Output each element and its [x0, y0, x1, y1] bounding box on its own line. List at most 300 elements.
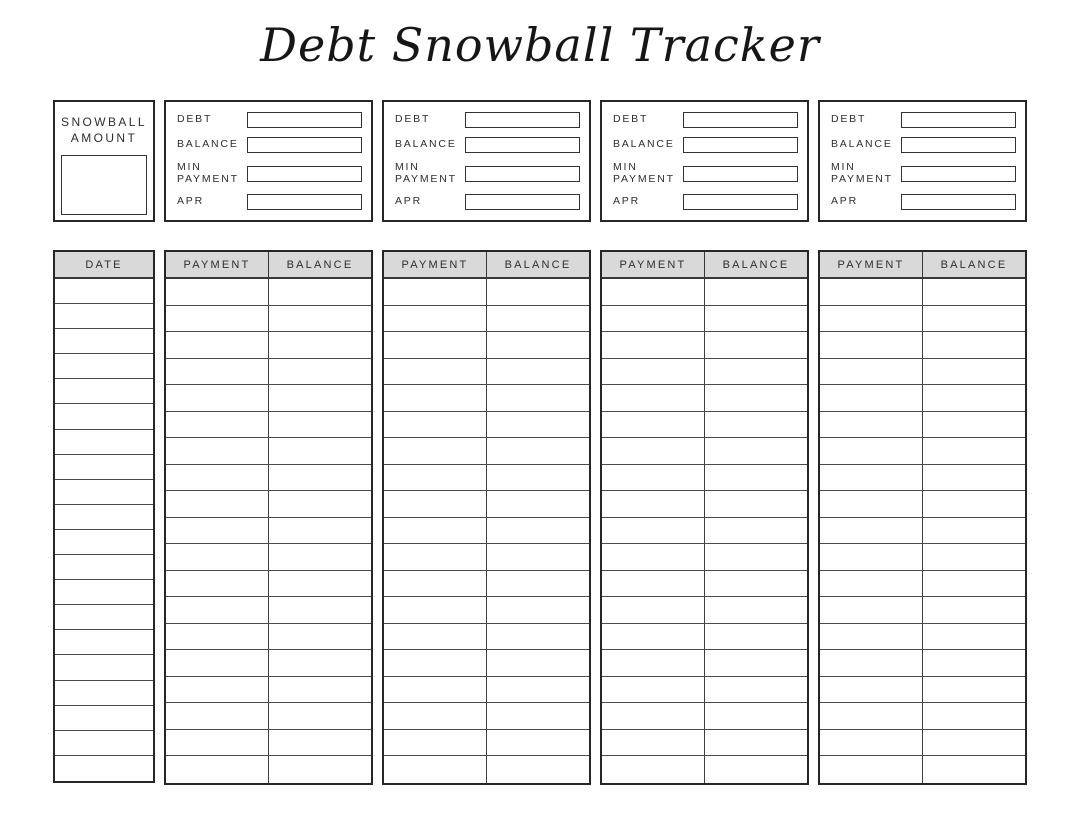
balance-cell[interactable] [704, 359, 807, 385]
balance-cell[interactable] [922, 518, 1025, 544]
balance-cell[interactable] [268, 703, 371, 729]
balance-cell[interactable] [486, 385, 589, 411]
payment-cell[interactable] [602, 756, 704, 783]
payment-cell[interactable] [820, 703, 922, 729]
apr-input[interactable] [465, 194, 580, 210]
date-cell[interactable] [55, 706, 153, 731]
date-cell[interactable] [55, 329, 153, 354]
balance-cell[interactable] [268, 359, 371, 385]
payment-cell[interactable] [602, 730, 704, 756]
payment-cell[interactable] [820, 730, 922, 756]
table-row [384, 385, 589, 412]
payment-cell[interactable] [820, 624, 922, 650]
payment-cell[interactable] [602, 412, 704, 438]
table-row [820, 438, 1025, 465]
date-cell[interactable] [55, 681, 153, 706]
balance-cell[interactable] [268, 465, 371, 491]
balance-cell[interactable] [486, 677, 589, 703]
balance-cell[interactable] [704, 730, 807, 756]
balance-field-row [395, 137, 580, 153]
payment-table-4-header [820, 252, 1025, 279]
balance-input[interactable] [683, 137, 798, 153]
payment-cell[interactable] [602, 332, 704, 358]
payment-cell[interactable] [602, 465, 704, 491]
balance-cell[interactable] [268, 438, 371, 464]
debt-label: DEBT [613, 113, 649, 126]
table-row [602, 491, 807, 518]
balance-cell[interactable] [486, 518, 589, 544]
date-cell[interactable] [55, 430, 153, 455]
balance-cell[interactable] [486, 438, 589, 464]
balance-cell[interactable] [922, 359, 1025, 385]
payment-cell[interactable] [820, 518, 922, 544]
payment-cell[interactable] [384, 385, 486, 411]
debt-input[interactable] [465, 112, 580, 128]
payment-cell[interactable] [384, 491, 486, 517]
payment-cell[interactable] [384, 571, 486, 597]
table-row [166, 438, 371, 465]
balance-cell[interactable] [922, 385, 1025, 411]
balance-field-row [177, 137, 362, 153]
balance-cell[interactable] [486, 756, 589, 783]
payment-cell[interactable] [820, 332, 922, 358]
date-cell[interactable] [55, 455, 153, 480]
debt-input[interactable] [683, 112, 798, 128]
balance-cell[interactable] [486, 279, 589, 305]
snowball-label-line2: AMOUNT [70, 131, 138, 145]
table-row [384, 438, 589, 465]
table-row [602, 306, 807, 333]
balance-cell[interactable] [268, 544, 371, 570]
balance-cell[interactable] [922, 438, 1025, 464]
min-payment-label: MIN PAYMENT [613, 161, 675, 185]
balance-cell[interactable] [704, 412, 807, 438]
snowball-amount-input[interactable] [61, 155, 147, 215]
table-row [820, 624, 1025, 651]
payment-cell[interactable] [820, 412, 922, 438]
payment-cell[interactable] [602, 518, 704, 544]
balance-field-row [831, 137, 1016, 153]
payment-cell[interactable] [166, 597, 268, 623]
balance-label: BALANCE [613, 138, 675, 151]
balance-cell[interactable] [922, 465, 1025, 491]
table-row [602, 571, 807, 598]
date-table [53, 250, 155, 783]
table-row [820, 306, 1025, 333]
balance-cell[interactable] [922, 756, 1025, 783]
balance-cell[interactable] [922, 491, 1025, 517]
table-row [166, 385, 371, 412]
balance-cell[interactable] [922, 624, 1025, 650]
payment-table-3-header [602, 252, 807, 279]
payment-cell[interactable] [384, 465, 486, 491]
payment-column-header: PAYMENT [183, 258, 251, 271]
payment-cell[interactable] [602, 571, 704, 597]
table-row [602, 597, 807, 624]
balance-cell[interactable] [922, 597, 1025, 623]
apr-input[interactable] [683, 194, 798, 210]
table-row [166, 279, 371, 306]
table-row [820, 730, 1025, 757]
balance-cell[interactable] [922, 703, 1025, 729]
debt-label: DEBT [831, 113, 867, 126]
payment-cell[interactable] [384, 412, 486, 438]
apr-label: APR [613, 195, 640, 208]
payment-cell[interactable] [602, 703, 704, 729]
table-row [166, 677, 371, 704]
apr-label: APR [831, 195, 858, 208]
balance-cell[interactable] [922, 279, 1025, 305]
payment-cell[interactable] [820, 544, 922, 570]
balance-input[interactable] [901, 137, 1016, 153]
payment-cell[interactable] [602, 491, 704, 517]
balance-cell[interactable] [486, 624, 589, 650]
payment-cell[interactable] [384, 624, 486, 650]
apr-label: APR [177, 195, 204, 208]
balance-cell[interactable] [704, 438, 807, 464]
payment-cell[interactable] [820, 571, 922, 597]
min-payment-field-row [613, 162, 798, 185]
payment-cell[interactable] [384, 756, 486, 783]
table-row [820, 359, 1025, 386]
table-row [384, 491, 589, 518]
tables-row [53, 250, 1027, 785]
payment-table-2 [382, 250, 591, 785]
balance-cell[interactable] [704, 332, 807, 358]
balance-cell[interactable] [486, 571, 589, 597]
snowball-label-line1: SNOWBALL [61, 115, 147, 129]
date-cell[interactable] [55, 756, 153, 781]
table-row [384, 544, 589, 571]
table-row [820, 412, 1025, 439]
balance-cell[interactable] [268, 571, 371, 597]
balance-cell[interactable] [268, 730, 371, 756]
table-row [166, 756, 371, 783]
date-cell[interactable] [55, 379, 153, 404]
balance-cell[interactable] [704, 703, 807, 729]
debt-label: DEBT [177, 113, 213, 126]
balance-column-header: BALANCE [922, 252, 1025, 277]
payment-cell[interactable] [602, 544, 704, 570]
payment-cell[interactable] [166, 703, 268, 729]
payment-cell[interactable] [602, 597, 704, 623]
balance-cell[interactable] [704, 518, 807, 544]
balance-cell[interactable] [268, 756, 371, 783]
apr-field-row [395, 194, 580, 210]
table-row [384, 650, 589, 677]
payment-cell[interactable] [166, 677, 268, 703]
balance-cell[interactable] [486, 730, 589, 756]
min-payment-field-row [395, 162, 580, 185]
balance-cell[interactable] [704, 385, 807, 411]
table-row [384, 571, 589, 598]
apr-field-row [177, 194, 362, 210]
table-row [166, 571, 371, 598]
table-row [602, 730, 807, 757]
table-row [384, 730, 589, 757]
date-cell[interactable] [55, 354, 153, 379]
payment-cell[interactable] [384, 359, 486, 385]
table-row [384, 306, 589, 333]
balance-cell[interactable] [486, 544, 589, 570]
payment-cell[interactable] [820, 279, 922, 305]
payment-cell[interactable] [602, 624, 704, 650]
table-row [166, 465, 371, 492]
table-row [166, 703, 371, 730]
payment-cell[interactable] [820, 677, 922, 703]
payment-cell[interactable] [602, 677, 704, 703]
payment-cell[interactable] [166, 544, 268, 570]
date-cell[interactable] [55, 605, 153, 630]
date-cell[interactable] [55, 279, 153, 304]
min-payment-input[interactable] [901, 166, 1016, 182]
balance-cell[interactable] [922, 571, 1025, 597]
balance-cell[interactable] [704, 677, 807, 703]
balance-cell[interactable] [704, 279, 807, 305]
balance-cell[interactable] [704, 571, 807, 597]
date-cell[interactable] [55, 304, 153, 329]
payment-cell[interactable] [602, 359, 704, 385]
balance-cell[interactable] [486, 650, 589, 676]
balance-cell[interactable] [704, 597, 807, 623]
balance-label: BALANCE [177, 138, 239, 151]
table-row [384, 332, 589, 359]
payment-cell[interactable] [166, 756, 268, 783]
table-row [384, 412, 589, 439]
debt-input[interactable] [247, 112, 362, 128]
table-row [166, 650, 371, 677]
table-row [820, 597, 1025, 624]
balance-input[interactable] [465, 137, 580, 153]
payment-cell[interactable] [166, 650, 268, 676]
date-cell[interactable] [55, 530, 153, 555]
balance-cell[interactable] [922, 544, 1025, 570]
debt-input[interactable] [901, 112, 1016, 128]
payment-cell[interactable] [384, 306, 486, 332]
payment-cell[interactable] [166, 518, 268, 544]
min-payment-input[interactable] [683, 166, 798, 182]
table-row [602, 279, 807, 306]
table-row [820, 465, 1025, 492]
table-row [602, 359, 807, 386]
table-row [166, 544, 371, 571]
payment-table-3-rows [602, 279, 807, 783]
balance-cell[interactable] [922, 306, 1025, 332]
table-row [820, 650, 1025, 677]
snowball-amount-card [53, 100, 155, 222]
balance-cell[interactable] [486, 359, 589, 385]
payment-cell[interactable] [166, 571, 268, 597]
apr-input[interactable] [901, 194, 1016, 210]
payment-cell[interactable] [166, 438, 268, 464]
payment-cell[interactable] [820, 650, 922, 676]
balance-cell[interactable] [704, 624, 807, 650]
payment-table-2-header [384, 252, 589, 279]
payment-cell[interactable] [820, 306, 922, 332]
min-payment-input[interactable] [247, 166, 362, 182]
payment-cell[interactable] [166, 306, 268, 332]
table-row [166, 359, 371, 386]
payment-cell[interactable] [820, 438, 922, 464]
payment-cell[interactable] [166, 624, 268, 650]
date-table-rows [55, 279, 153, 781]
payment-cell[interactable] [166, 491, 268, 517]
payment-cell[interactable] [166, 730, 268, 756]
payment-cell[interactable] [384, 438, 486, 464]
balance-cell[interactable] [704, 650, 807, 676]
payment-cell[interactable] [384, 279, 486, 305]
table-row [384, 624, 589, 651]
balance-cell[interactable] [922, 650, 1025, 676]
table-row [166, 518, 371, 545]
table-row [384, 518, 589, 545]
table-row [820, 279, 1025, 306]
payment-cell[interactable] [820, 359, 922, 385]
payment-cell[interactable] [166, 359, 268, 385]
debt-card-3 [600, 100, 809, 222]
balance-cell[interactable] [268, 279, 371, 305]
payment-table-2-rows [384, 279, 589, 783]
table-row [820, 703, 1025, 730]
balance-cell[interactable] [486, 306, 589, 332]
date-table-header [55, 252, 153, 279]
table-row [384, 703, 589, 730]
payment-cell[interactable] [166, 385, 268, 411]
payment-cell[interactable] [384, 518, 486, 544]
date-cell[interactable] [55, 505, 153, 530]
payment-cell[interactable] [602, 279, 704, 305]
payment-cell[interactable] [602, 650, 704, 676]
balance-cell[interactable] [486, 703, 589, 729]
payment-cell[interactable] [820, 465, 922, 491]
balance-column-header: BALANCE [486, 252, 589, 277]
balance-cell[interactable] [268, 650, 371, 676]
balance-cell[interactable] [922, 730, 1025, 756]
balance-cell[interactable] [268, 412, 371, 438]
date-cell[interactable] [55, 731, 153, 756]
balance-cell[interactable] [268, 491, 371, 517]
table-row [602, 385, 807, 412]
payment-cell[interactable] [384, 597, 486, 623]
balance-cell[interactable] [486, 412, 589, 438]
apr-field-row [831, 194, 1016, 210]
table-row [820, 332, 1025, 359]
min-payment-label: MIN PAYMENT [831, 161, 893, 185]
balance-cell[interactable] [268, 677, 371, 703]
payment-cell[interactable] [384, 677, 486, 703]
table-row [602, 412, 807, 439]
balance-cell[interactable] [486, 597, 589, 623]
payment-column-header: PAYMENT [837, 258, 905, 271]
date-cell[interactable] [55, 580, 153, 605]
table-row [820, 756, 1025, 783]
payment-cell[interactable] [384, 703, 486, 729]
balance-cell[interactable] [922, 332, 1025, 358]
balance-cell[interactable] [268, 332, 371, 358]
payment-table-1 [164, 250, 373, 785]
payment-cell[interactable] [384, 544, 486, 570]
table-row [602, 703, 807, 730]
balance-cell[interactable] [268, 624, 371, 650]
table-row [384, 465, 589, 492]
balance-cell[interactable] [268, 597, 371, 623]
date-cell[interactable] [55, 555, 153, 580]
table-row [384, 756, 589, 783]
balance-cell[interactable] [704, 306, 807, 332]
debt-card-2 [382, 100, 591, 222]
date-cell[interactable] [55, 404, 153, 429]
payment-cell[interactable] [384, 332, 486, 358]
table-row [166, 597, 371, 624]
balance-label: BALANCE [395, 138, 457, 151]
table-row [602, 465, 807, 492]
min-payment-input[interactable] [465, 166, 580, 182]
table-row [384, 359, 589, 386]
payment-cell[interactable] [384, 650, 486, 676]
payment-cell[interactable] [166, 332, 268, 358]
payment-cell[interactable] [820, 385, 922, 411]
payment-cell[interactable] [166, 465, 268, 491]
balance-cell[interactable] [268, 518, 371, 544]
balance-cell[interactable] [486, 332, 589, 358]
table-row [166, 306, 371, 333]
payment-table-3 [600, 250, 809, 785]
balance-cell[interactable] [922, 677, 1025, 703]
table-row [602, 438, 807, 465]
balance-cell[interactable] [704, 544, 807, 570]
table-row [602, 518, 807, 545]
balance-cell[interactable] [268, 385, 371, 411]
date-cell[interactable] [55, 655, 153, 680]
balance-cell[interactable] [704, 491, 807, 517]
payment-cell[interactable] [602, 306, 704, 332]
balance-input[interactable] [247, 137, 362, 153]
debt-summary-row [53, 100, 1027, 222]
payment-table-1-header [166, 252, 371, 279]
payment-cell[interactable] [820, 756, 922, 783]
debt-field-row [395, 112, 580, 128]
balance-cell[interactable] [486, 491, 589, 517]
payment-cell[interactable] [166, 279, 268, 305]
payment-cell[interactable] [820, 597, 922, 623]
min-payment-label: MIN PAYMENT [177, 161, 239, 185]
balance-label: BALANCE [831, 138, 893, 151]
payment-cell[interactable] [166, 412, 268, 438]
payment-cell[interactable] [602, 385, 704, 411]
debt-label: DEBT [395, 113, 431, 126]
date-cell[interactable] [55, 480, 153, 505]
balance-cell[interactable] [704, 756, 807, 783]
debt-field-row [613, 112, 798, 128]
table-row [384, 597, 589, 624]
balance-cell[interactable] [922, 412, 1025, 438]
date-cell[interactable] [55, 630, 153, 655]
balance-cell[interactable] [268, 306, 371, 332]
table-row [820, 491, 1025, 518]
payment-cell[interactable] [602, 438, 704, 464]
debt-card-1 [164, 100, 373, 222]
payment-cell[interactable] [384, 730, 486, 756]
debt-card-4 [818, 100, 1027, 222]
balance-field-row [613, 137, 798, 153]
snowball-amount-label [55, 114, 153, 146]
balance-cell[interactable] [704, 465, 807, 491]
payment-table-4-rows [820, 279, 1025, 783]
apr-input[interactable] [247, 194, 362, 210]
balance-cell[interactable] [486, 465, 589, 491]
payment-cell[interactable] [820, 491, 922, 517]
table-row [384, 677, 589, 704]
